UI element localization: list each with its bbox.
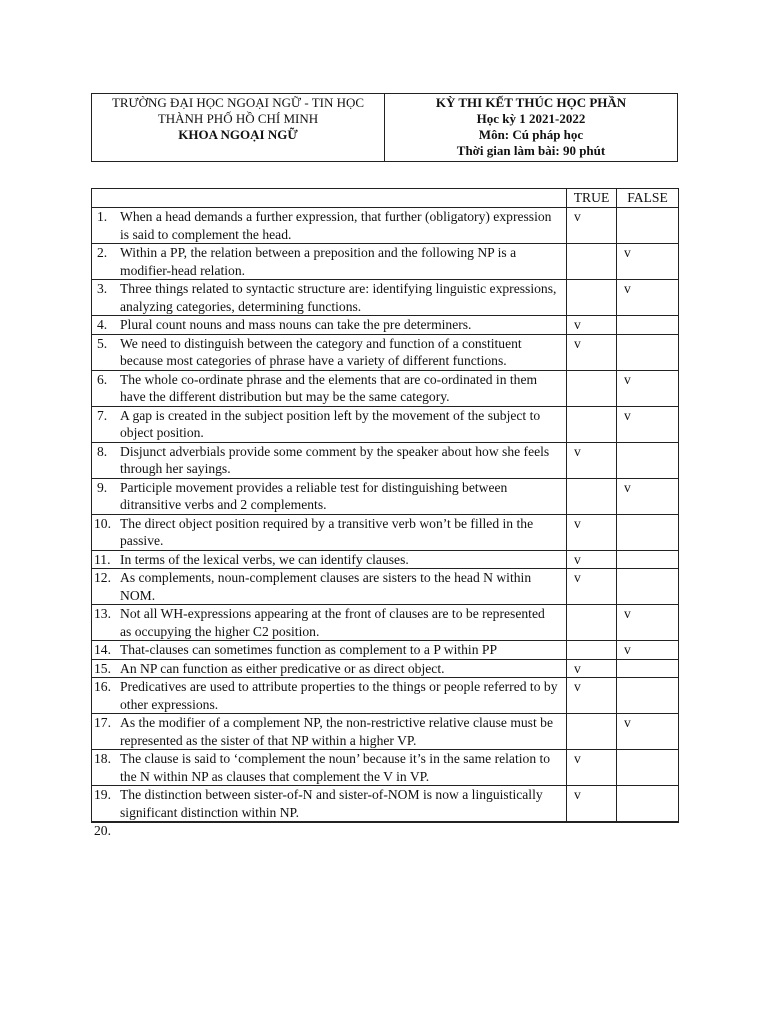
true-mark-cell <box>567 244 617 280</box>
question-cell <box>92 334 567 370</box>
false-mark-cell <box>617 569 679 605</box>
question-number: 16. <box>94 679 111 694</box>
false-mark-cell: v <box>617 244 679 280</box>
question-number: 3. <box>97 281 108 296</box>
question-number: 7. <box>97 407 108 423</box>
question-text: As complements, noun-complement clauses are sisters to the head N within NOM. <box>120 570 532 603</box>
question-cell <box>92 406 567 442</box>
question-number: 9. <box>97 479 108 495</box>
true-mark-cell: v <box>567 750 617 786</box>
question-text: A gap is created in the subject position left by the movement of the subject to object position. <box>120 407 541 440</box>
table-row <box>92 244 679 280</box>
table-row <box>92 569 679 605</box>
question-text: The whole co-ordinate phrase and the elements that are co-ordinated in them have the different distribution but may be the same category. <box>120 371 538 404</box>
false-column-header: FALSE <box>617 189 679 208</box>
table-row <box>92 208 679 244</box>
question-number: 4. <box>97 317 108 332</box>
false-mark-cell <box>617 678 679 714</box>
question-number: 19. <box>94 787 111 802</box>
true-mark-cell <box>567 714 617 750</box>
question-text: Disjunct adverbials provide some comment by the speaker about how she feels through her sayings. <box>120 443 550 476</box>
true-column-header: TRUE <box>567 189 617 208</box>
exam-subject: Môn: Cú pháp học <box>478 127 584 142</box>
true-mark-cell: v <box>567 442 617 478</box>
false-mark-cell <box>617 822 679 823</box>
table-row <box>92 442 679 478</box>
question-text: We need to distinguish between the category and function of a constituent because most categories of phrase have a variety of different functions. <box>120 335 522 368</box>
false-mark-cell <box>617 316 679 335</box>
question-cell <box>92 605 567 641</box>
true-mark-cell <box>567 280 617 316</box>
question-number: 6. <box>97 371 108 387</box>
false-mark-cell: v <box>617 478 679 514</box>
true-mark-cell <box>567 641 617 660</box>
question-cell <box>92 569 567 605</box>
exam-info <box>385 94 678 162</box>
exam-duration: Thời gian làm bài: 90 phút <box>456 143 606 158</box>
question-cell <box>92 714 567 750</box>
question-cell <box>92 678 567 714</box>
question-text: Predicatives are used to attribute properties to the things or people referred to by other expressions. <box>120 679 558 712</box>
question-number: 5. <box>97 335 108 351</box>
true-mark-cell <box>567 605 617 641</box>
false-mark-cell <box>617 514 679 550</box>
false-mark-cell <box>617 334 679 370</box>
question-number: 15. <box>94 660 111 676</box>
false-mark-cell: v <box>617 406 679 442</box>
question-text: Not all WH-expressions appearing at the front of clauses are to be represented as occupying the higher C2 position. <box>120 606 545 639</box>
true-mark-cell: v <box>567 550 617 569</box>
true-mark-cell <box>567 370 617 406</box>
question-cell <box>92 316 567 335</box>
question-text: The distinction between sister-of-N and sister-of-NOM is now a linguistically significant distinction within NP. <box>120 787 543 820</box>
question-cell <box>92 550 567 569</box>
question-number: 10. <box>94 515 111 531</box>
question-cell <box>92 750 567 786</box>
table-row <box>92 316 679 335</box>
question-number: 17. <box>94 715 111 730</box>
question-text: The direct object position required by a transitive verb won’t be filled in the passive. <box>120 515 534 548</box>
question-number: 13. <box>94 606 111 621</box>
question-cell <box>92 208 567 244</box>
question-cell <box>92 514 567 550</box>
question-text: Participle movement provides a reliable test for distinguishing between ditransitive verbs and 2 complements. <box>120 479 508 512</box>
question-cell <box>92 659 567 678</box>
true-mark-cell: v <box>567 786 617 822</box>
question-number: 11. <box>94 551 111 567</box>
true-mark-cell: v <box>567 334 617 370</box>
question-text: That-clauses can sometimes function as complement to a P within PP <box>120 642 498 657</box>
question-text: The clause is said to ‘complement the noun’ because it’s in the same relation to the N within NP as clauses that complement the V in VP. <box>120 751 551 784</box>
true-mark-cell <box>567 478 617 514</box>
false-mark-cell <box>617 442 679 478</box>
false-mark-cell: v <box>617 605 679 641</box>
table-row <box>92 406 679 442</box>
table-row <box>92 550 679 569</box>
false-mark-cell: v <box>617 370 679 406</box>
question-text: When a head demands a further expression, that further (obligatory) expression is said to complement the head. <box>120 209 552 242</box>
table-row <box>92 786 679 822</box>
question-cell <box>92 822 567 838</box>
table-row <box>92 334 679 370</box>
false-mark-cell: v <box>617 641 679 660</box>
false-mark-cell: v <box>617 280 679 316</box>
true-mark-cell: v <box>567 678 617 714</box>
exam-title: KỲ THI KẾT THÚC HỌC PHẦN <box>435 95 627 110</box>
question-number: 1. <box>97 209 108 224</box>
true-mark-cell: v <box>567 514 617 550</box>
true-mark-cell <box>567 406 617 442</box>
table-row <box>92 605 679 641</box>
question-cell <box>92 786 567 822</box>
table-row <box>92 280 679 316</box>
true-mark-cell: v <box>567 316 617 335</box>
false-mark-cell <box>617 786 679 822</box>
school-name-line2: THÀNH PHỐ HỒ CHÍ MINH <box>157 111 319 126</box>
exam-semester: Học kỳ 1 2021-2022 <box>476 111 586 126</box>
question-text: Plural count nouns and mass nouns can take the pre determiners. <box>120 317 472 332</box>
table-row <box>92 659 679 678</box>
faculty-name: KHOA NGOẠI NGỮ <box>178 127 298 142</box>
question-number: 12. <box>94 570 111 585</box>
question-number: 8. <box>97 443 108 459</box>
question-number: 20. <box>94 823 111 838</box>
table-row <box>92 641 679 660</box>
question-text: An NP can function as either predicative or as direct object. <box>120 660 445 676</box>
question-text: Within a PP, the relation between a preposition and the following NP is a modifier-head relation. <box>120 245 517 278</box>
table-row <box>92 714 679 750</box>
question-cell <box>92 442 567 478</box>
table-row <box>92 370 679 406</box>
question-cell <box>92 370 567 406</box>
question-text: As the modifier of a complement NP, the non-restrictive relative clause must be represented as the sister of that NP within a higher VP. <box>120 715 553 748</box>
false-mark-cell <box>617 659 679 678</box>
table-row <box>92 678 679 714</box>
true-mark-cell: v <box>567 659 617 678</box>
true-mark-cell: v <box>567 208 617 244</box>
false-mark-cell <box>617 550 679 569</box>
table-row <box>92 478 679 514</box>
question-number: 14. <box>94 642 111 657</box>
question-number: 2. <box>97 245 108 260</box>
table-row <box>92 822 679 823</box>
question-cell <box>92 244 567 280</box>
question-cell <box>92 280 567 316</box>
question-text: In terms of the lexical verbs, we can identify clauses. <box>120 551 409 567</box>
false-mark-cell: v <box>617 714 679 750</box>
false-mark-cell <box>617 208 679 244</box>
school-name-line1: TRƯỜNG ĐẠI HỌC NGOẠI NGỮ - TIN HỌC <box>111 95 365 110</box>
true-mark-cell <box>567 822 617 823</box>
table-row <box>92 514 679 550</box>
true-mark-cell: v <box>567 569 617 605</box>
question-rows <box>92 208 679 838</box>
question-table <box>91 188 679 838</box>
question-cell <box>92 478 567 514</box>
exam-header <box>91 93 678 162</box>
table-row <box>92 750 679 786</box>
question-column-header <box>92 189 567 208</box>
table-header-row <box>92 189 679 208</box>
question-text: Three things related to syntactic structure are: identifying linguistic expressions, analyzing categories, determining functions. <box>120 281 557 314</box>
question-number: 18. <box>94 751 111 766</box>
school-info <box>92 94 385 162</box>
question-cell <box>92 641 567 660</box>
false-mark-cell <box>617 750 679 786</box>
